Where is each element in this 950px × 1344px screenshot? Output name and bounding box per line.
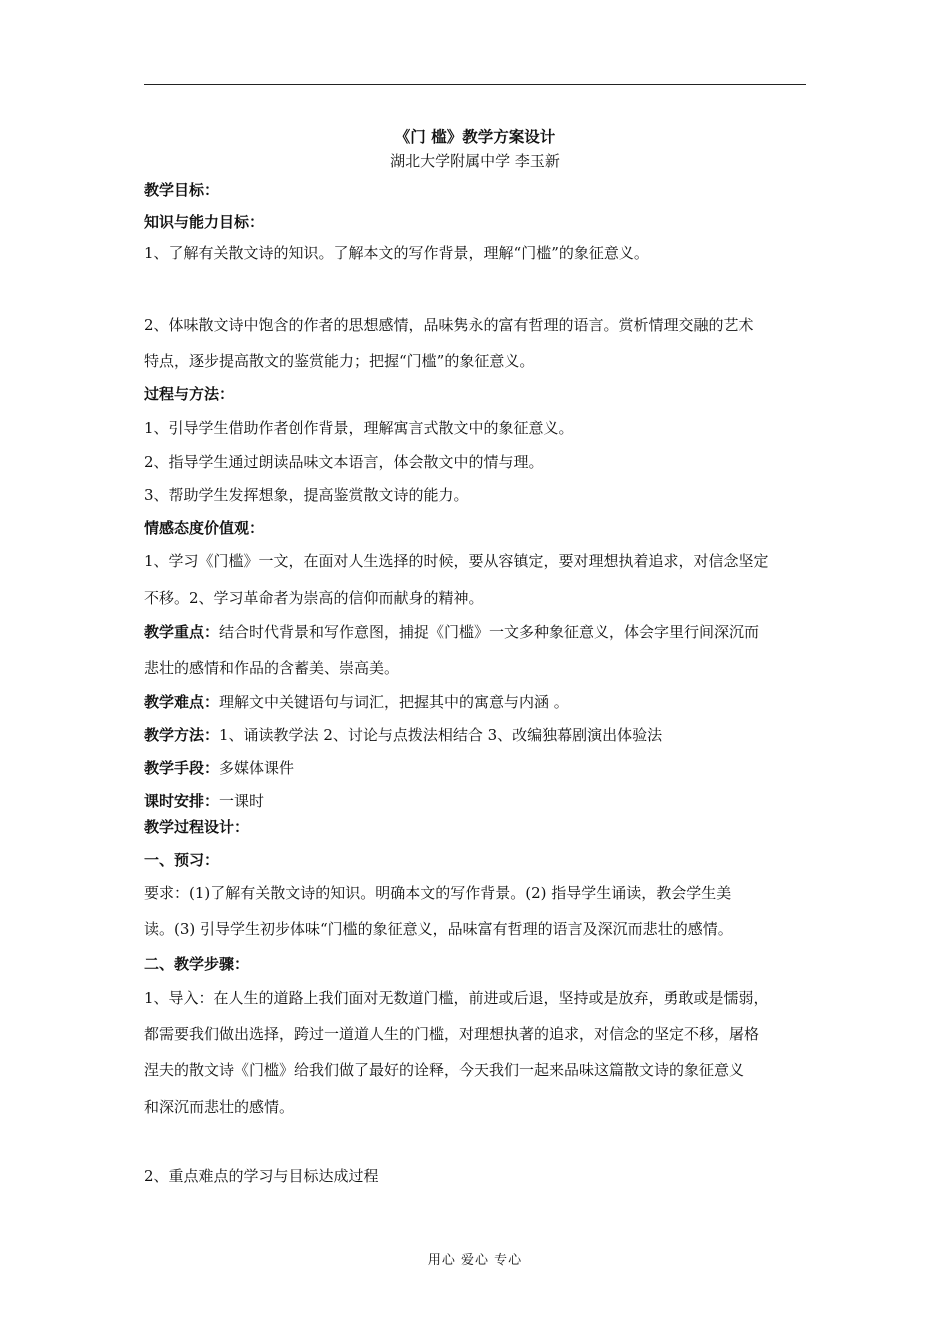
step-1-line-1: 1、导入：在人生的道路上我们面对无数道门槛，前进或后退，坚持或是放弃，勇敢或是懦弱，	[144, 989, 769, 1007]
knowledge-item-2-line-1: 2、体味散文诗中饱含的作者的思想感情，品味隽永的富有哲理的语言。赏析情理交融的艺术	[144, 316, 754, 334]
process-item-3: 3、帮助学生发挥想象，提高鉴赏散文诗的能力。	[144, 486, 469, 504]
heading-process-design: 教学过程设计：	[144, 818, 250, 836]
teaching-method-label: 教学方法：	[144, 726, 220, 744]
heading-preview: 一、预习：	[144, 851, 220, 869]
heading-emotion: 情感态度价值观：	[144, 519, 265, 537]
header-rule	[144, 84, 806, 85]
process-item-1: 1、引导学生借助作者创作背景，理解寓言式散文中的象征意义。	[144, 419, 574, 437]
process-item-2: 2、指导学生通过朗读品味文本语言，体会散文中的情与理。	[144, 453, 544, 471]
class-schedule-text: 一课时	[219, 792, 265, 810]
step-1-line-4: 和深沉而悲壮的感情。	[144, 1098, 295, 1116]
heading-process: 过程与方法：	[144, 385, 235, 403]
preview-line-1: 要求：(1)了解有关散文诗的知识。明确本文的写作背景。(2) 指导学生诵读，教会学生美	[144, 884, 732, 902]
heading-goals: 教学目标：	[144, 181, 220, 199]
emotion-item-line-1: 1、学习《门槛》一文，在面对人生选择的时候，要从容镇定，要对理想执着追求，对信念坚定	[144, 552, 769, 570]
teaching-focus-line-2: 悲壮的感情和作品的含蓄美、崇高美。	[144, 659, 400, 677]
teaching-difficulty	[144, 692, 569, 712]
teaching-focus-label: 教学重点：	[144, 623, 220, 641]
teaching-means-label: 教学手段：	[144, 759, 220, 777]
teaching-difficulty-text: 理解文中关键语句与词汇，把握其中的寓意与内涵 。	[219, 693, 569, 711]
doc-author: 湖北大学附属中学 李玉新	[390, 152, 560, 170]
class-schedule-label: 课时安排：	[144, 792, 220, 810]
step-1-line-2: 都需要我们做出选择，跨过一道道人生的门槛，对理想执著的追求，对信念的坚定不移，屠格	[144, 1025, 760, 1043]
preview-line-2: 读。(3) 引导学生初步体味“门槛的象征意义，品味富有哲理的语言及深沉而悲壮的感情。	[144, 920, 733, 938]
teaching-focus-text: 结合时代背景和写作意图，捕捉《门槛》一文多种象征意义，体会字里行间深沉而	[219, 623, 760, 641]
heading-knowledge: 知识与能力目标：	[144, 213, 265, 231]
teaching-means-text: 多媒体课件	[219, 759, 295, 777]
knowledge-item-1: 1、了解有关散文诗的知识。了解本文的写作背景，理解“门槛”的象征意义。	[144, 244, 649, 262]
emotion-item-line-2: 不移。2、学习革命者为崇高的信仰而献身的精神。	[144, 589, 484, 607]
page-footer: 用心 爱心 专心	[427, 1253, 523, 1268]
teaching-means	[144, 758, 294, 778]
teaching-difficulty-label: 教学难点：	[144, 693, 220, 711]
heading-steps: 二、教学步骤：	[144, 955, 250, 973]
teaching-focus	[144, 622, 759, 642]
step-1-line-3: 涅夫的散文诗《门槛》给我们做了最好的诠释，今天我们一起来品味这篇散文诗的象征意义	[144, 1061, 745, 1079]
class-schedule	[144, 791, 264, 811]
doc-title: 《门 槛》教学方案设计	[394, 127, 556, 146]
teaching-method-text: 1、诵读教学法 2、讨论与点拨法相结合 3、改编独幕剧演出体验法	[219, 726, 663, 744]
step-2: 2、重点难点的学习与目标达成过程	[144, 1167, 379, 1185]
teaching-method	[144, 725, 662, 745]
knowledge-item-2-line-2: 特点，逐步提高散文的鉴赏能力；把握“门槛”的象征意义。	[144, 352, 535, 370]
